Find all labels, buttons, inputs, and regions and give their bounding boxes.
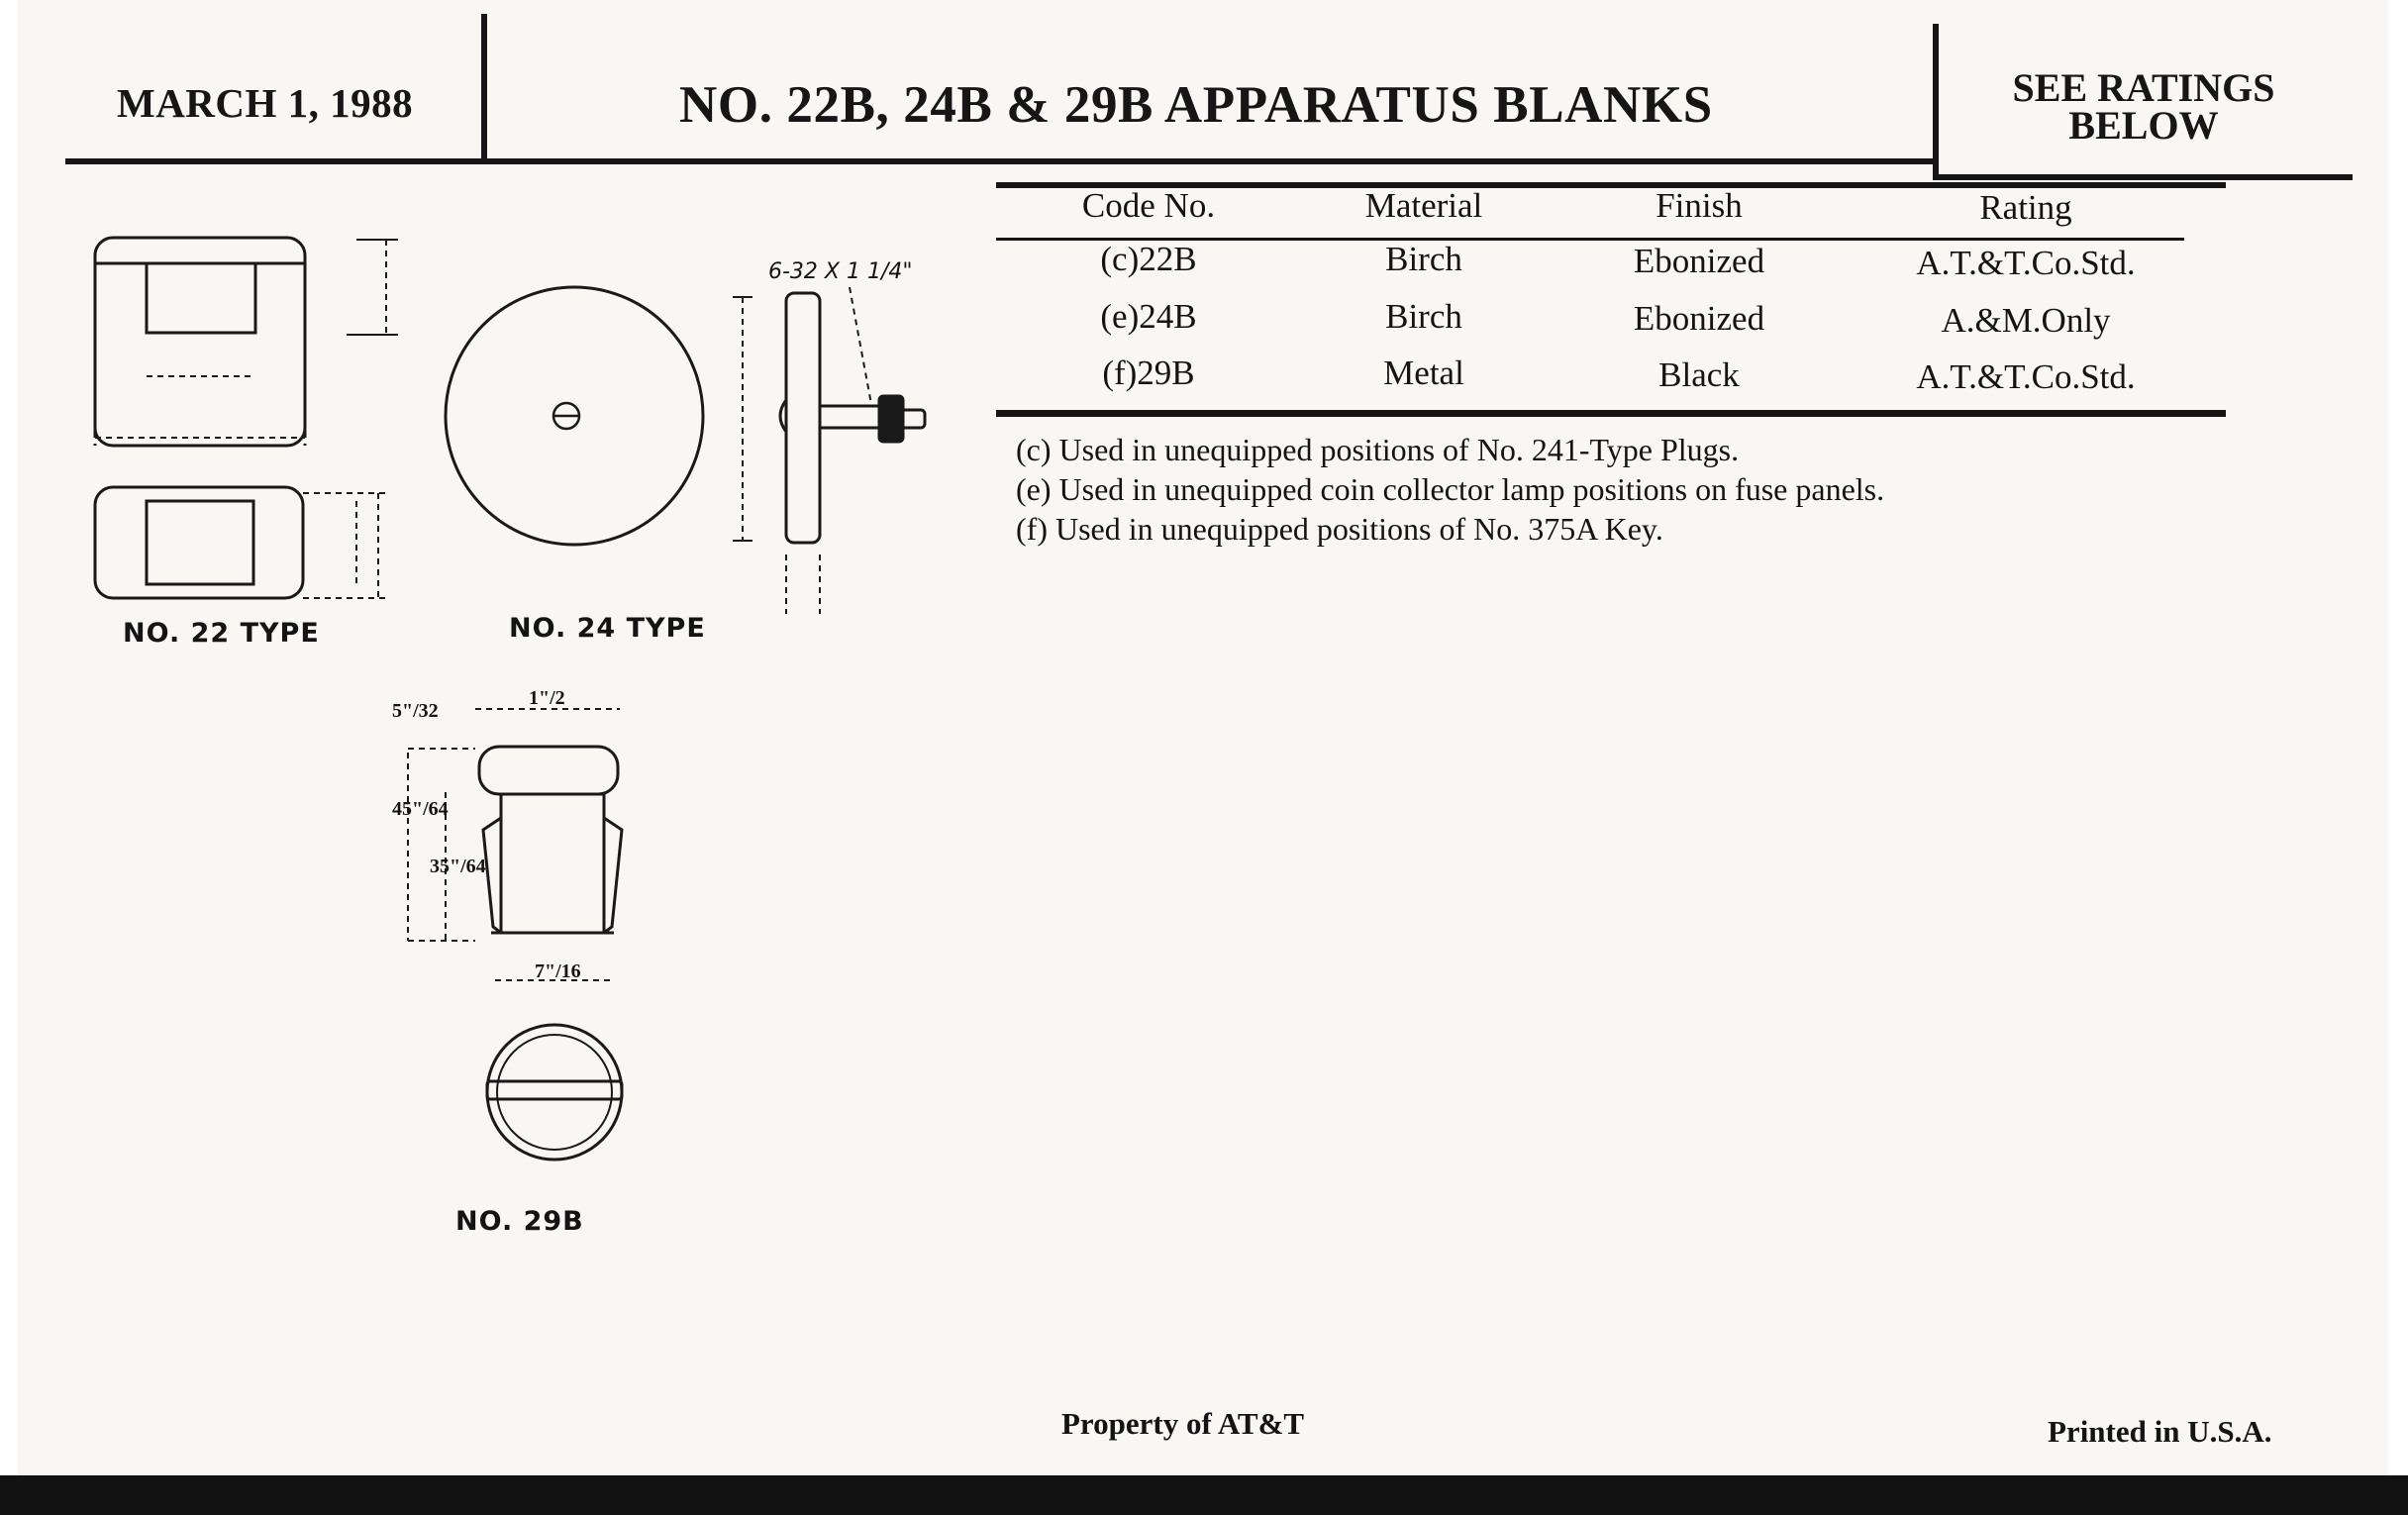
no24-side-view	[733, 287, 925, 614]
dim-no29-body: 35"/64	[430, 856, 486, 877]
table-cell: Birch	[1385, 297, 1462, 336]
footer-printed: Printed in U.S.A.	[2048, 1414, 2272, 1449]
footnote-e: (e) Used in unequipped coin collector lamp positions on fuse panels.	[1016, 471, 1885, 507]
no29-top-view	[487, 1025, 622, 1160]
col-header-rating: Rating	[1979, 188, 2072, 227]
dim-no29-width: 1"/2	[529, 687, 565, 709]
no29b-label: NO. 29B	[455, 1206, 584, 1237]
dim-no29-top: 5"/32	[392, 700, 439, 722]
page-title: NO. 22B, 24B & 29B APPARATUS BLANKS	[679, 76, 1713, 134]
col-header-finish: Finish	[1656, 186, 1743, 225]
no22-type-label: NO. 22 TYPE	[123, 618, 320, 649]
table-cell: A.T.&T.Co.Std.	[1916, 357, 2136, 396]
footer-property: Property of AT&T	[1061, 1406, 1305, 1441]
col-header-code: Code No.	[1081, 186, 1216, 225]
table-cell: A.&M.Only	[1941, 301, 2111, 340]
table-cell: Black	[1658, 355, 1740, 394]
no24-type-label: NO. 24 TYPE	[509, 613, 706, 644]
footnote-f: (f) Used in unequipped positions of No. 375A Key.	[1016, 511, 1663, 547]
table-cell: Birch	[1385, 240, 1462, 278]
table-cell: Metal	[1383, 354, 1464, 392]
rating-line-2: BELOW	[2068, 103, 2219, 148]
dim-no29-total: 45"/64	[392, 798, 449, 820]
no24-front-view	[446, 287, 703, 545]
table-cell: (f)29B	[1102, 354, 1195, 392]
no22-side-view	[95, 487, 388, 598]
table-cell: (c)22B	[1100, 240, 1197, 278]
table-cell: Ebonized	[1633, 242, 1765, 280]
header-date: MARCH 1, 1988	[117, 80, 414, 126]
dim-no29-base: 7"/16	[535, 960, 581, 982]
screw-spec-label: 6-32 X 1 1/4"	[768, 259, 913, 284]
footnote-c: (c) Used in unequipped positions of No. 241-Type Plugs.	[1016, 432, 1740, 467]
no22-top-view	[95, 238, 398, 446]
col-header-material: Material	[1364, 186, 1483, 225]
rating-line-1: SEE RATINGS	[2012, 65, 2275, 110]
table-cell: A.T.&T.Co.Std.	[1916, 244, 2136, 282]
table-cell: (e)24B	[1100, 297, 1197, 336]
table-cell: Ebonized	[1633, 299, 1765, 338]
no29-side-view	[408, 709, 622, 980]
